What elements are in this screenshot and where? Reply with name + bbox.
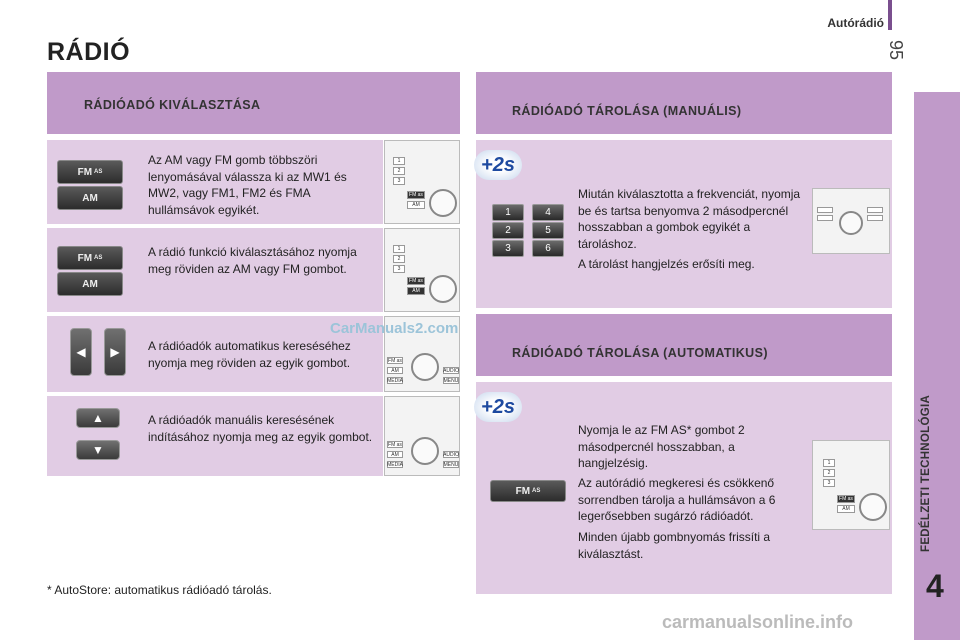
seek-right-icon: ▶ [104,328,126,376]
manual-text-2: A tárolást hangjelzés erősíti meg. [578,257,755,271]
hold-2s-icon: +2s [474,392,522,422]
preset-button-1: 1 [492,204,524,221]
seek-up-icon: ▲ [76,408,120,428]
auto-text-2: Az autórádió megkeresi és csökkenő sorrendben tárolja a hullámsávon a 6 legerősebben sugárzó rádióadót. [578,476,776,523]
seek-down-icon: ▼ [76,440,120,460]
auto-header: RÁDIÓADÓ TÁROLÁSA (AUTOMATIKUS) [512,346,768,360]
page-number: 95 [886,40,906,61]
preset-button-4: 4 [532,204,564,221]
watermark: CarManuals2.com [330,320,459,337]
radio-sketch-4: FM as AM MEDIA AUDIO MENU [384,396,460,476]
preset-button-2: 2 [492,222,524,239]
auto-text-1: Nyomja le az FM AS* gombot 2 másodpercnél hosszabban, a hangjelzésig. [578,423,745,470]
section-label: Autórádió [827,16,884,30]
am-button: AM [57,186,123,210]
left-item-4-text: A rádióadók manuális keresésének indításához nyomja meg az egyik gombot. [148,413,373,444]
manual-text-1: Miután kiválasztotta a frekvenciát, nyomja be és tartsa benyomva 2 másodpercnél hosszabban a gombok egyikét a tároláshoz. [578,187,801,251]
left-header: RÁDIÓADÓ KIVÁLASZTÁSA [84,98,261,112]
hold-2s-icon: +2s [474,150,522,180]
footnote: * AutoStore: automatikus rádióadó tárolás. [47,583,272,597]
radio-sketch-3: FM as AM MEDIA AUDIO MENU [384,316,460,392]
section-divider [888,0,892,30]
preset-button-3: 3 [492,240,524,257]
left-item-1-text: Az AM vagy FM gomb többszöri lenyomásával válassza ki az MW1 és MW2, vagy FM1, FM2 és FMA hullámsávok egyikét. [148,153,347,217]
manual-header: RÁDIÓADÓ TÁROLÁSA (MANUÁLIS) [512,104,742,118]
chapter-number: 4 [926,568,944,604]
radio-sketch-2: 1 2 3 FM as AM [384,228,460,312]
radio-sketch-6: 1 2 3 FM as AM [812,440,890,530]
auto-text-3: Minden újabb gombnyomás frissíti a kiválasztást. [578,530,771,561]
radio-sketch-5 [812,188,890,254]
preset-button-5: 5 [532,222,564,239]
preset-button-6: 6 [532,240,564,257]
left-item-2-text: A rádió funkció kiválasztásához nyomja meg röviden az AM vagy FM gombot. [148,245,357,276]
seek-left-icon: ◀ [70,328,92,376]
fm-button: FM AS [57,160,123,184]
fm-as-button: FM AS [490,480,566,502]
page-title: RÁDIÓ [47,38,131,66]
chapter-sidebar [914,92,960,640]
chapter-sidebar-label: FEDÉLZETI TECHNOLÓGIA [920,394,932,552]
am-button: AM [57,272,123,296]
site-watermark: carmanualsonline.info [662,612,854,632]
left-item-3-text: A rádióadók automatikus kereséséhez nyomja meg röviden az egyik gombot. [148,339,351,370]
fm-button: FM AS [57,246,123,270]
radio-sketch-1: 1 2 3 FM as AM [384,140,460,224]
